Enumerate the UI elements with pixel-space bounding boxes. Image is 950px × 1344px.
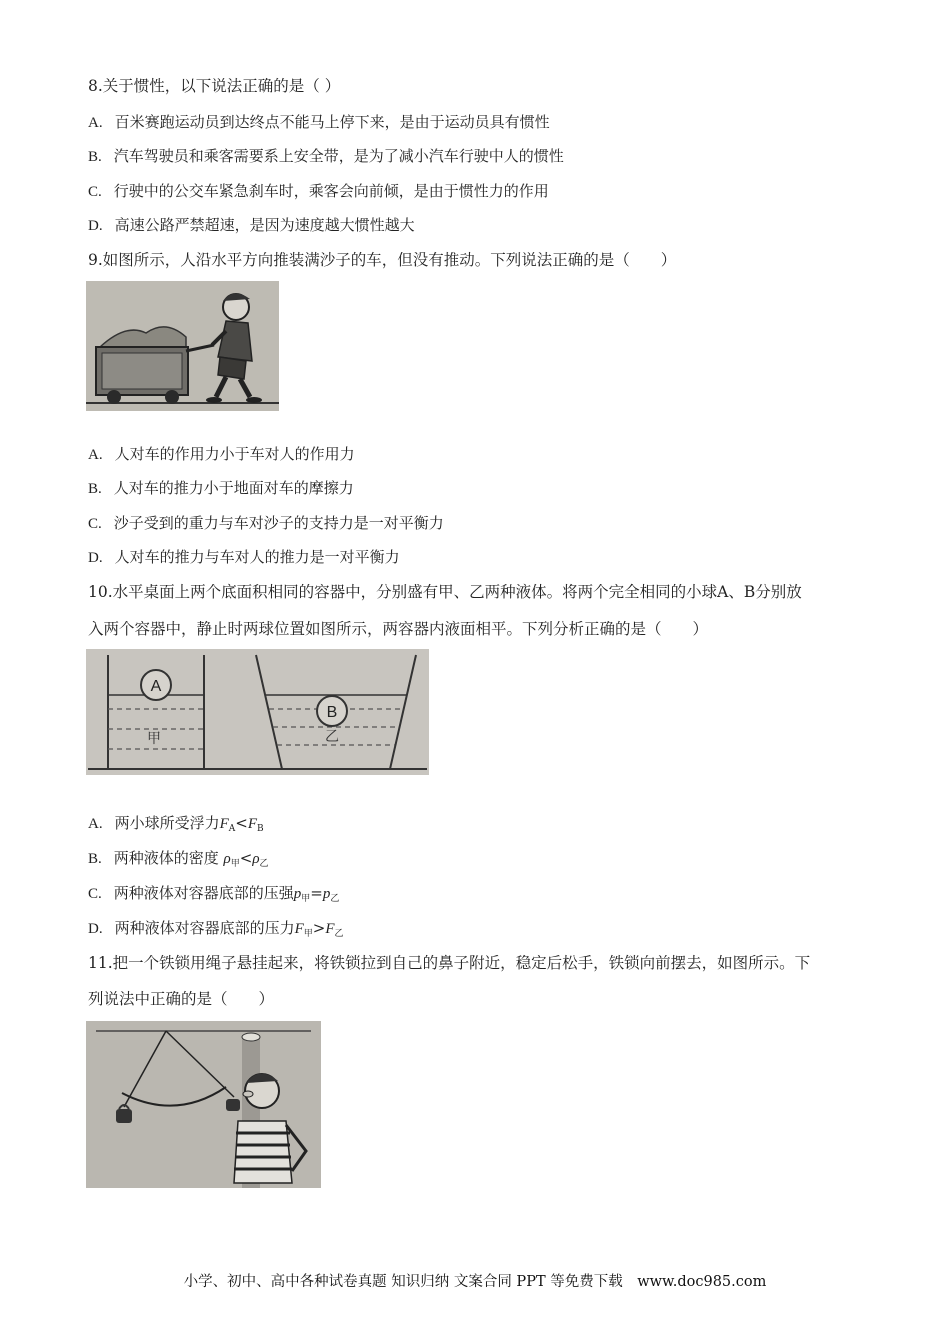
formula-symbol: F <box>219 816 229 832</box>
option-letter: A. <box>88 115 103 131</box>
formula-symbol: F <box>247 816 258 832</box>
q11-figure-pendulum-lock <box>86 1021 321 1188</box>
option-letter: B. <box>88 851 102 867</box>
option-text: 人对车的作用力小于车对人的作用力 <box>114 445 355 463</box>
formula-operator: < <box>235 814 248 832</box>
option-letter: A. <box>88 816 103 832</box>
option-letter: B. <box>88 149 102 165</box>
q8-option-b <box>88 146 564 167</box>
option-text: 百米赛跑运动员到达终点不能马上停下来，是由于运动员具有惯性 <box>114 113 550 131</box>
option-letter: C. <box>88 886 102 902</box>
formula-subscript: 乙 <box>334 929 344 939</box>
formula-operator: > <box>312 919 326 937</box>
ball-b-label: B <box>326 704 338 721</box>
q9-option-c <box>88 513 444 534</box>
q9-option-a <box>88 444 355 465</box>
q8-option-d <box>88 215 415 236</box>
formula-subscript: B <box>257 824 264 834</box>
formula-operator: < <box>239 849 253 867</box>
ball-a-label: A <box>150 678 162 695</box>
option-text: 两小球所受浮力 <box>114 814 220 832</box>
q10-option-a <box>88 813 264 839</box>
option-letter: D. <box>88 921 103 937</box>
formula-subscript: 甲 <box>301 894 311 904</box>
q8-option-a <box>88 112 550 133</box>
formula-symbol: p <box>293 886 302 902</box>
formula-symbol: F <box>294 921 304 937</box>
option-text: 两种液体对容器底部的压力 <box>114 919 295 937</box>
option-text: 人对车的推力小于地面对车的摩擦力 <box>113 479 354 497</box>
option-letter: A. <box>88 447 103 463</box>
q10-option-b <box>88 848 269 874</box>
option-text: 高速公路严禁超速，是因为速度越大惯性越大 <box>114 216 415 234</box>
option-letter: C. <box>88 516 102 532</box>
formula-subscript: 甲 <box>230 859 240 869</box>
option-text: 沙子受到的重力与车对沙子的支持力是一对平衡力 <box>113 514 444 532</box>
option-text: 两种液体对容器底部的压强 <box>113 884 294 902</box>
q10-stem-line2: 入两个容器中，静止时两球位置如图所示，两容器内液面相平。下列分析正确的是（ ） <box>88 620 709 638</box>
page-footer: 小学、初中、高中各种试卷真题 知识归纳 文案合同 PPT 等免费下载 www.doc985.com <box>183 1274 767 1290</box>
formula-symbol: ρ <box>252 851 260 867</box>
formula-symbol: F <box>325 921 335 937</box>
formula-subscript: A <box>228 824 236 834</box>
option-letter: C. <box>88 184 102 200</box>
q11-stem-line1: 11.把一个铁锁用绳子悬挂起来，将铁锁拉到自己的鼻子附近，稳定后松手，铁锁向前摆去，如图所示。下 <box>88 954 811 972</box>
liquid-b-label: 乙 <box>325 729 339 745</box>
q8-option-c <box>88 181 549 202</box>
q10-option-c <box>88 883 339 909</box>
q11-stem-line2: 列说法中正确的是（ ） <box>88 990 275 1008</box>
option-letter: D. <box>88 550 103 566</box>
option-letter: B. <box>88 481 102 497</box>
q9-option-b <box>88 478 354 499</box>
formula-operator: = <box>310 884 323 902</box>
option-text: 行驶中的公交车紧急刹车时，乘客会向前倾，是由于惯性力的作用 <box>113 182 549 200</box>
liquid-a-label: 甲 <box>147 731 161 747</box>
formula-symbol: ρ <box>223 851 231 867</box>
formula-subscript: 乙 <box>330 894 340 904</box>
q10-figure-containers <box>86 649 429 775</box>
q9-figure-cart-push <box>86 281 279 411</box>
q9-stem: 9.如图所示，人沿水平方向推装满沙子的车，但没有推动。下列说法正确的是（ ） <box>88 251 677 269</box>
q9-option-d <box>88 547 400 568</box>
option-text: 两种液体的密度 <box>113 849 224 867</box>
q8-stem: 8.关于惯性，以下说法正确的是（ ） <box>88 77 341 95</box>
q10-stem-line1: 10.水平桌面上两个底面积相同的容器中，分别盛有甲、乙两种液体。将两个完全相同的小球A、B分别放 <box>88 583 802 601</box>
formula-subscript: 乙 <box>259 859 269 869</box>
option-letter: D. <box>88 218 103 234</box>
formula-symbol: p <box>322 886 331 902</box>
q10-option-d <box>88 918 344 944</box>
option-text: 人对车的推力与车对人的推力是一对平衡力 <box>114 548 400 566</box>
option-text: 汽车驾驶员和乘客需要系上安全带，是为了减小汽车行驶中人的惯性 <box>113 147 564 165</box>
formula-subscript: 甲 <box>303 929 313 939</box>
